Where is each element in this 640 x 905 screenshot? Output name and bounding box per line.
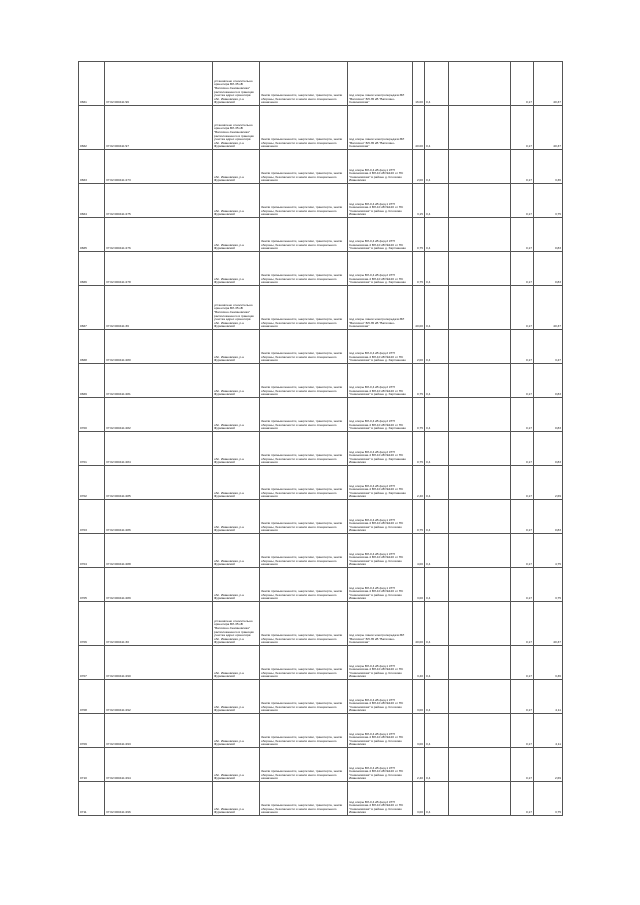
address: обл. Ивановская, р-н Фурмановский <box>213 432 260 466</box>
permitted-use: под опоры ВЛ-0,4 кВ фид.2 КТП Семиновская-4 ВЛ-10 кВ №120 от ПС "Семиновская" в районе д. Хартманово Ивановская <box>348 466 413 500</box>
cadastral-number: 37:02:000411:282 <box>105 398 213 432</box>
row-number: 0666 <box>79 252 105 286</box>
cadastral-number: 37:02:000411:97 <box>105 106 213 150</box>
table-row <box>79 106 563 150</box>
tax-amount: 3,36 <box>534 646 563 680</box>
table-row <box>79 500 563 534</box>
area-value: 40.00 <box>413 106 425 150</box>
land-category: Земли промышленности, энергетики, транспорта, земли обороны, безопасности и земли иного специального назначения <box>260 782 348 816</box>
cadastral-number: 37:02:000411:96 <box>105 62 213 106</box>
table-row <box>79 466 563 500</box>
empty-cell <box>449 364 511 398</box>
area-value: 3,00 <box>413 714 425 748</box>
empty-cell <box>449 534 511 568</box>
land-category: Земли промышленности, энергетики, транспорта, земли обороны, безопасности и земли иного специального назначения <box>260 568 348 602</box>
tax-rate: 0,17 <box>511 748 534 782</box>
tax-amount: 40,37 <box>534 602 563 646</box>
share-value: 0,4 <box>425 680 449 714</box>
area-value: 3,00 <box>413 782 425 816</box>
table-row <box>79 714 563 748</box>
empty-cell <box>449 466 511 500</box>
land-category: Земли промышленности, энергетики, транспорта, земли обороны, безопасности и земли иного специального назначения <box>260 646 348 680</box>
empty-cell <box>449 150 511 184</box>
cadastral-number: 37:02:000411:276 <box>105 218 213 252</box>
empty-cell <box>449 500 511 534</box>
table-row <box>79 330 563 364</box>
land-category: Земли промышленности, энергетики, транспорта, земли обороны, безопасности и земли иного специального назначения <box>260 432 348 466</box>
permitted-use: под опоры ВЛ-0,4 кВ фид.2 КТП Семиновская-4 ВЛ-10 кВ №120 от ПС "Семиновская" в районе д. Хартманово <box>348 398 413 432</box>
cadastral-number: 37:02:000411:281 <box>105 364 213 398</box>
area-value: 0,75 <box>413 432 425 466</box>
tax-rate: 0,17 <box>511 714 534 748</box>
table-row <box>79 748 563 782</box>
area-value: 3,40 <box>413 646 425 680</box>
row-number: 0711 <box>79 782 105 816</box>
row-number: 0705 <box>79 568 105 602</box>
tax-rate: 0,17 <box>511 106 534 150</box>
area-value: 3,15 <box>413 184 425 218</box>
empty-cell <box>449 286 511 330</box>
area-value: 0,75 <box>413 218 425 252</box>
cadastral-number: 37:02:000411:278 <box>105 252 213 286</box>
tax-rate: 0,17 <box>511 500 534 534</box>
cadastral-number: 37:02:000411:273 <box>105 150 213 184</box>
permitted-use: под опоры линии электропередачи ВЛ "Ватихино" ВЛ-35 кВ "Ватихино-Семиновская" <box>348 286 413 330</box>
table-row <box>79 782 563 816</box>
tax-amount: 40,37 <box>534 106 563 150</box>
row-number: 0663 <box>79 150 105 184</box>
tax-amount: 3,75 <box>534 184 563 218</box>
table-row <box>79 398 563 432</box>
tax-rate: 0,17 <box>511 602 534 646</box>
address: обл. Ивановская, р-н Фурмановский <box>213 680 260 714</box>
empty-cell <box>449 184 511 218</box>
share-value: 0,4 <box>425 500 449 534</box>
address: обл. Ивановская, р-н Фурмановский <box>213 218 260 252</box>
tax-amount: 0,83 <box>534 500 563 534</box>
permitted-use: под опоры ВЛ-0,4 кВ фид.2 КТП Семиновская-4 ВЛ-10 кВ №120 от ПС "Семиновская" в районе д. Хартманово <box>348 252 413 286</box>
land-category: Земли промышленности, энергетики, транспорта, земли обороны, безопасности и земли иного специального назначения <box>260 286 348 330</box>
permitted-use: под опоры ВЛ-0,4 кВ фид.1 КТП Семиновская-4 ВЛ-10 кВ №120 от ПС "Семиновская" в районе д. Клочково Ивановская <box>348 646 413 680</box>
land-register-table <box>78 61 563 816</box>
area-value: 2,40 <box>413 748 425 782</box>
tax-rate: 0,17 <box>511 782 534 816</box>
address: установлено относительно ориентира ВЛ-35 кВ "Ватихино-Семиновская" расположенного в границах участка адрес ориентира: обл. Ивановская, р-н Фурмановский <box>213 62 260 106</box>
permitted-use: под опоры ВЛ-0,4 кВ фид.1 КТП Семиновская-4 ВЛ-10 кВ №120 от ПС "Семиновская" в районе д. Клочково Ивановская <box>348 534 413 568</box>
share-value: 0,4 <box>425 184 449 218</box>
land-category: Земли промышленности, энергетики, транспорта, земли обороны, безопасности и земли иного специального назначения <box>260 330 348 364</box>
permitted-use: под опоры линии электропередачи ВЛ "Ватихино" ВЛ-35 кВ "Ватихино-Семиновская" <box>348 602 413 646</box>
area-value: 2,00 <box>413 330 425 364</box>
cadastral-number: 37:02:000411:286 <box>105 500 213 534</box>
tax-amount: 2,69 <box>534 748 563 782</box>
row-number: 0702 <box>79 466 105 500</box>
land-category: Земли промышленности, энергетики, транспорта, земли обороны, безопасности и земли иного специального назначения <box>260 150 348 184</box>
table-row <box>79 646 563 680</box>
permitted-use: под опоры ВЛ-0,4 кВ фид.2 КТП Семиновская-4 ВЛ-10 кВ №120 от ПС "Семиновская" в районе д. Хартманово <box>348 330 413 364</box>
row-number: 0665 <box>79 218 105 252</box>
share-value: 0,4 <box>425 602 449 646</box>
share-value: 0,4 <box>425 568 449 602</box>
area-value: 40,00 <box>413 286 425 330</box>
tax-amount: 3,47 <box>534 330 563 364</box>
tax-amount: 0,83 <box>534 364 563 398</box>
tax-rate: 0,17 <box>511 62 534 106</box>
permitted-use: под опоры ВЛ-0,4 кВ фид.1 КТП Семиновская-4 ВЛ-10 кВ №120 от ПС "Семиновская" в районе д. Клочково Ивановская <box>348 500 413 534</box>
cadastral-number: 37:02:000411:292 <box>105 680 213 714</box>
tax-amount: 3,36 <box>534 150 563 184</box>
empty-cell <box>449 398 511 432</box>
address: обл. Ивановская, р-н Фурмановский <box>213 184 260 218</box>
area-value: 2,40 <box>413 466 425 500</box>
area-value: 16.00 <box>413 62 425 106</box>
tax-rate: 0,17 <box>511 218 534 252</box>
table-row <box>79 602 563 646</box>
permitted-use: под опоры ВЛ-0,4 кВ фид.1 КТП Семиновская-4 ВЛ-10 кВ №120 от ПС "Семиновская" в районе д. Клочково Ивановская <box>348 184 413 218</box>
cadastral-number: 37:02:000411:288 <box>105 534 213 568</box>
permitted-use: под опоры ВЛ-0,4 кВ фид.1 КТП Семиновская-4 ВЛ-10 кВ №120 от ПС "Семиновская" в районе д. Клочково Ивановская <box>348 150 413 184</box>
address: обл. Ивановская, р-н Фурмановский <box>213 748 260 782</box>
table-row <box>79 364 563 398</box>
permitted-use: под опоры ВЛ-0,4 кВ фид.1 КТП Семиновская-4 ВЛ-10 кВ №120 от ПС "Семиновская" в районе д. Клочково Ивановская <box>348 748 413 782</box>
tax-rate: 0,17 <box>511 252 534 286</box>
tax-rate: 0,17 <box>511 150 534 184</box>
empty-cell <box>449 714 511 748</box>
permitted-use: под опоры ВЛ-0,4 кВ фид.1 КТП Семиновская-4 ВЛ-10 кВ №120 от ПС "Семиновская" в районе д. Клочково Ивановская <box>348 714 413 748</box>
address: обл. Ивановская, р-н Фурмановский <box>213 714 260 748</box>
permitted-use: под опоры линии электропередачи ВЛ "Ватихино" ВЛ-35 кВ "Ватихино-Семиновская" <box>348 106 413 150</box>
row-number: 0669 <box>79 364 105 398</box>
row-number: 0661 <box>79 62 105 106</box>
share-value: 0,4 <box>425 748 449 782</box>
tax-rate: 0,17 <box>511 680 534 714</box>
land-category: Земли промышленности, энергетики, транспорта, земли обороны, безопасности и земли иного специального назначения <box>260 252 348 286</box>
share-value: 0,4 <box>425 534 449 568</box>
land-category: Земли промышленности, энергетики, транспорта, земли обороны, безопасности и земли иного специального назначения <box>260 184 348 218</box>
table-row <box>79 568 563 602</box>
table-row <box>79 62 563 106</box>
cadastral-number: 37:02:000411:284 <box>105 432 213 466</box>
row-number: 0704 <box>79 534 105 568</box>
permitted-use: под опоры ВЛ-0,4 кВ фид.1 КТП Семиновская-4 ВЛ-10 кВ №120 от ПС "Семиновская" в районе д. Клочково Ивановская <box>348 568 413 602</box>
share-value: 0,4 <box>425 150 449 184</box>
share-value: 0,4 <box>425 782 449 816</box>
area-value: 4,00 <box>413 534 425 568</box>
tax-rate: 0,17 <box>511 330 534 364</box>
tax-amount: 4,75 <box>534 534 563 568</box>
table-row <box>79 184 563 218</box>
share-value: 0,4 <box>425 330 449 364</box>
tax-amount: 2,69 <box>534 466 563 500</box>
tax-amount: 3,75 <box>534 568 563 602</box>
address: установлено относительно ориентира ВЛ-35 кВ "Ватихино-Семиновская" расположенного в границах участка адрес ориентира: обл. Ивановская, р-н Фурмановский <box>213 106 260 150</box>
area-value: 0,75 <box>413 398 425 432</box>
row-number: 0701 <box>79 432 105 466</box>
tax-rate: 0,17 <box>511 432 534 466</box>
tax-amount: 40,37 <box>534 62 563 106</box>
land-category: Земли промышленности, энергетики, транспорта, земли обороны, безопасности и земли иного специального назначения <box>260 106 348 150</box>
address: обл. Ивановская, р-н Фурмановский <box>213 252 260 286</box>
tax-rate: 0,17 <box>511 534 534 568</box>
empty-cell <box>449 62 511 106</box>
share-value: 0,4 <box>425 218 449 252</box>
land-category: Земли промышленности, энергетики, транспорта, земли обороны, безопасности и земли иного специального назначения <box>260 534 348 568</box>
empty-cell <box>449 432 511 466</box>
empty-cell <box>449 568 511 602</box>
empty-cell <box>449 782 511 816</box>
permitted-use: под опоры ВЛ-0,4 кВ фид.2 КТП Семиновская-4 ВЛ-10 кВ №120 от ПС "Семиновская" в районе д. Хартманово <box>348 364 413 398</box>
tax-amount: 0,83 <box>534 432 563 466</box>
address: обл. Ивановская, р-н Фурмановский <box>213 534 260 568</box>
empty-cell <box>449 646 511 680</box>
share-value: 0,4 <box>425 714 449 748</box>
empty-cell <box>449 106 511 150</box>
share-value: 0,4 <box>425 466 449 500</box>
area-value: 2,00 <box>413 150 425 184</box>
cadastral-number: 37:02:000411:285 <box>105 466 213 500</box>
address: установлено относительно ориентира ВЛ-35 кВ "Ватихино-Семиновская" расположенного в границах участка адрес ориентира: обл. Ивановская, р-н Фурмановский <box>213 602 260 646</box>
table-row <box>79 252 563 286</box>
address: обл. Ивановская, р-н Фурмановский <box>213 568 260 602</box>
row-number: 0709 <box>79 714 105 748</box>
share-value: 0,4 <box>425 252 449 286</box>
land-category: Земли промышленности, энергетики, транспорта, земли обороны, безопасности и земли иного специального назначения <box>260 466 348 500</box>
area-value: 40,00 <box>413 602 425 646</box>
tax-amount: 0,83 <box>534 398 563 432</box>
share-value: 0,4 <box>425 398 449 432</box>
tax-rate: 0,17 <box>511 466 534 500</box>
land-category: Земли промышленности, энергетики, транспорта, земли обороны, безопасности и земли иного специального назначения <box>260 714 348 748</box>
address: обл. Ивановская, р-н Фурмановский <box>213 150 260 184</box>
table-row <box>79 534 563 568</box>
row-number: 0708 <box>79 680 105 714</box>
permitted-use: под опоры ВЛ-0,4 кВ фид.1 КТП Семиновская-4 ВЛ-10 кВ №120 от ПС "Семиновская" в районе д. Клочково Ивановская <box>348 680 413 714</box>
share-value: 0,4 <box>425 364 449 398</box>
cadastral-number: 37:02:000411:280 <box>105 330 213 364</box>
table-row <box>79 680 563 714</box>
row-number: 0710 <box>79 748 105 782</box>
address: обл. Ивановская, р-н Фурмановский <box>213 782 260 816</box>
table-row <box>79 432 563 466</box>
empty-cell <box>449 330 511 364</box>
cadastral-number: 37:02:000411:289 <box>105 568 213 602</box>
permitted-use: под опоры линии электропередачи ВЛ "Ватихино" ВЛ-35 кВ "Ватихино-Семиновская" <box>348 62 413 106</box>
address: обл. Ивановская, р-н Фурмановский <box>213 364 260 398</box>
land-category: Земли промышленности, энергетики, транспорта, земли обороны, безопасности и земли иного специального назначения <box>260 500 348 534</box>
land-category: Земли промышленности, энергетики, транспорта, земли обороны, безопасности и земли иного специального назначения <box>260 62 348 106</box>
land-category: Земли промышленности, энергетики, транспорта, земли обороны, безопасности и земли иного специального назначения <box>260 602 348 646</box>
table-body <box>79 62 563 816</box>
row-number: 0700 <box>79 398 105 432</box>
table-row <box>79 150 563 184</box>
tax-amount: 4,11 <box>534 714 563 748</box>
empty-cell <box>449 680 511 714</box>
cadastral-number: 37:02:000411:275 <box>105 184 213 218</box>
empty-cell <box>449 252 511 286</box>
share-value: 0,4 <box>425 646 449 680</box>
area-value: 3,00 <box>413 568 425 602</box>
row-number: 0707 <box>79 646 105 680</box>
empty-cell <box>449 748 511 782</box>
area-value: 0,75 <box>413 364 425 398</box>
table-row <box>79 286 563 330</box>
address: установлено относительно ориентира ВЛ-35 кВ "Ватихино-Семиновская" расположенного в границах участка адрес ориентира: обл. Ивановская, р-н Фурмановский <box>213 286 260 330</box>
area-value: 3,00 <box>413 680 425 714</box>
cadastral-number: 37:02:000411:294 <box>105 748 213 782</box>
tax-amount: 4,11 <box>534 680 563 714</box>
empty-cell <box>449 602 511 646</box>
share-value: 0,4 <box>425 106 449 150</box>
tax-rate: 0,17 <box>511 184 534 218</box>
address: обл. Ивановская, р-н Фурмановский <box>213 500 260 534</box>
tax-rate: 0,17 <box>511 646 534 680</box>
land-category: Земли промышленности, энергетики, транспорта, земли обороны, безопасности и земли иного специального назначения <box>260 398 348 432</box>
land-category: Земли промышленности, энергетики, транспорта, земли обороны, безопасности и земли иного специального назначения <box>260 218 348 252</box>
land-category: Земли промышленности, энергетики, транспорта, земли обороны, безопасности и земли иного специального назначения <box>260 680 348 714</box>
permitted-use: под опоры ВЛ-0,4 кВ фид.2 КТП Семиновская-4 ВЛ-10 кВ №120 от ПС "Семиновская" в районе д. Клочково Ивановская <box>348 782 413 816</box>
row-number: 0706 <box>79 602 105 646</box>
land-category: Земли промышленности, энергетики, транспорта, земли обороны, безопасности и земли иного специального назначения <box>260 748 348 782</box>
share-value: 0,4 <box>425 62 449 106</box>
share-value: 0,4 <box>425 432 449 466</box>
tax-rate: 0,17 <box>511 568 534 602</box>
row-number: 0703 <box>79 500 105 534</box>
tax-amount: 3,75 <box>534 782 563 816</box>
area-value: 0,75 <box>413 500 425 534</box>
tax-amount: 0,83 <box>534 252 563 286</box>
cadastral-number: 37:02:000411:36 <box>105 286 213 330</box>
row-number: 0662 <box>79 106 105 150</box>
cadastral-number: 37:02:000411:296 <box>105 782 213 816</box>
tax-amount: 40,37 <box>534 286 563 330</box>
area-value: 0,75 <box>413 252 425 286</box>
cadastral-number: 37:02:000411:293 <box>105 714 213 748</box>
tax-rate: 0,17 <box>511 286 534 330</box>
cadastral-number: 37:02:000411:290 <box>105 646 213 680</box>
row-number: 0667 <box>79 286 105 330</box>
permitted-use: под опоры ВЛ-0,4 кВ фид.2 КТП Семиновская-4 ВЛ-10 кВ №120 от ПС "Семиновская" в районе д. Хартманово Ивановская <box>348 432 413 466</box>
table-row <box>79 218 563 252</box>
cadastral-number: 37:02:000411:30 <box>105 602 213 646</box>
share-value: 0,4 <box>425 286 449 330</box>
permitted-use: под опоры ВЛ-0,4 кВ фид.2 КТП Семиновская-4 ВЛ-10 кВ №120 от ПС "Семиновская" в районе д. Хартманово <box>348 218 413 252</box>
address: обл. Ивановская, р-н Фурмановский <box>213 646 260 680</box>
address: обл. Ивановская, р-н Фурмановский <box>213 398 260 432</box>
tax-amount: 0,83 <box>534 218 563 252</box>
land-category: Земли промышленности, энергетики, транспорта, земли обороны, безопасности и земли иного специального назначения <box>260 364 348 398</box>
tax-rate: 0,17 <box>511 398 534 432</box>
row-number: 0668 <box>79 330 105 364</box>
row-number: 0664 <box>79 184 105 218</box>
address: обл. Ивановская, р-н Фурмановский <box>213 330 260 364</box>
tax-rate: 0,17 <box>511 364 534 398</box>
address: обл. Ивановская, р-н Фурмановский <box>213 466 260 500</box>
empty-cell <box>449 218 511 252</box>
